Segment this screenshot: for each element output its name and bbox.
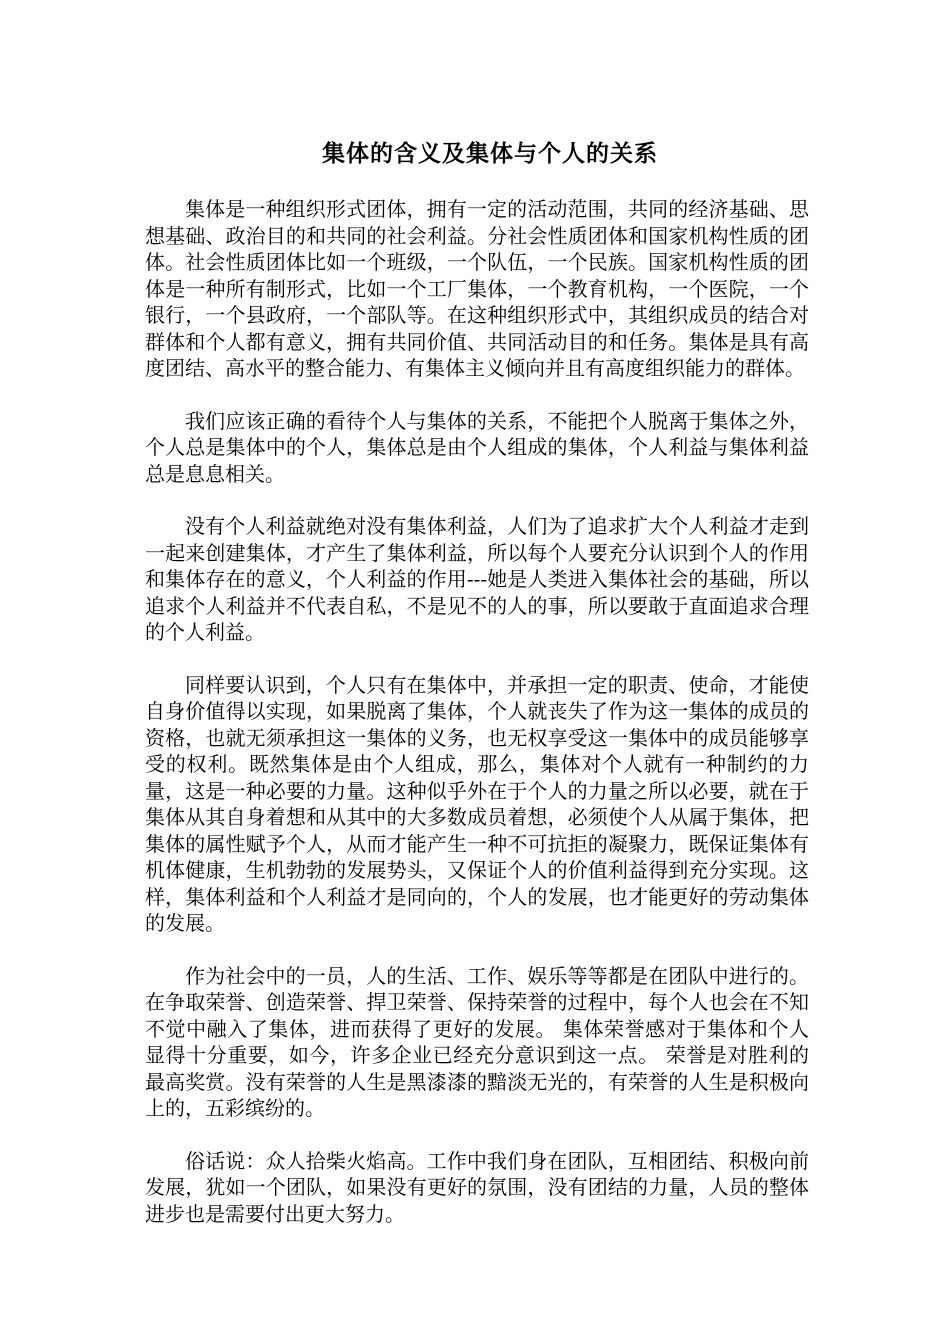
paragraph-4: 同样要认识到，个人只有在集体中，并承担一定的职责、使命，才能使自身价值得以实现，如果脱离了集体，个人就丧失了作为这一集体的成员的资格，也就无须承担这一集体的义务，也无权享受这一集体中的成员能够享受的权利。既然集体是由个人组成，那么，集体对个人就有一种制约的力量，这是一种必要的力量。这种似乎外在于个人的力量之所以必要，就在于集体从其自身着想和从其中的大多数成员着想，必须使个人从属于集体，把集体的属性赋予个人，从而才能产生一种不可抗拒的凝聚力，既保证集体有机体健康，生机勃勃的发展势头，又保证个人的价值利益得到充分实现。这样，集体利益和个人利益才是同向的，个人的发展，也才能更好的劳动集体的发展。 [145, 672, 809, 935]
paragraph-6: 俗话说：众人拾柴火焰高。工作中我们身在团队，互相团结、积极向前发展，犹如一个团队，如果没有更好的氛围，没有团结的力量，人员的整体进步也是需要付出更大努力。 [145, 1148, 809, 1226]
paragraph-1: 集体是一种组织形式团体，拥有一定的活动范围，共同的经济基础、思想基础、政治目的和共同的社会利益。分社会性质团体和国家机构性质的团体。社会性质团体比如一个班级，一个队伍，一个民族。国家机构性质的团体是一种所有制形式，比如一个工厂集体，一个教育机构，一个医院，一个银行，一个县政府，一个部队等。在这种组织形式中，其组织成员的结合对群体和个人都有意义，拥有共同价值、共同活动目的和任务。集体是具有高度团结、高水平的整合能力、有集体主义倾向并且有高度组织能力的群体。 [145, 197, 809, 380]
paragraph-2: 我们应该正确的看待个人与集体的关系，不能把个人脱离于集体之外，个人总是集体中的个人，集体总是由个人组成的集体，个人利益与集体利益总是息息相关。 [145, 408, 809, 486]
document-body [145, 196, 809, 1253]
paragraph-5: 作为社会中的一员，人的生活、工作、娱乐等等都是在团队中进行的。在争取荣誉、创造荣誉、捍卫荣誉、保持荣誉的过程中，每个人也会在不知不觉中融入了集体，进而获得了更好的发展。 集体荣誉感对于集体和个人显得十分重要，如今，许多企业已经充分意识到这一点。 荣誉是对胜利的最高奖赏。没有荣誉的人生是黑漆漆的黯淡无光的，有荣誉的人生是积极向上的，五彩缤纷的。 [145, 963, 809, 1120]
document-title: 集体的含义及集体与个人的关系 [322, 141, 658, 167]
paragraph-3: 没有个人利益就绝对没有集体利益，人们为了追求扩大个人利益才走到一起来创建集体，才产生了集体利益，所以每个人要充分认识到个人的作用和集体存在的意义，个人利益的作用---她是人类进入集体社会的基础，所以追求个人利益并不代表自私，不是见不的人的事，所以要敢于直面追求合理的个人利益。 [145, 514, 809, 644]
